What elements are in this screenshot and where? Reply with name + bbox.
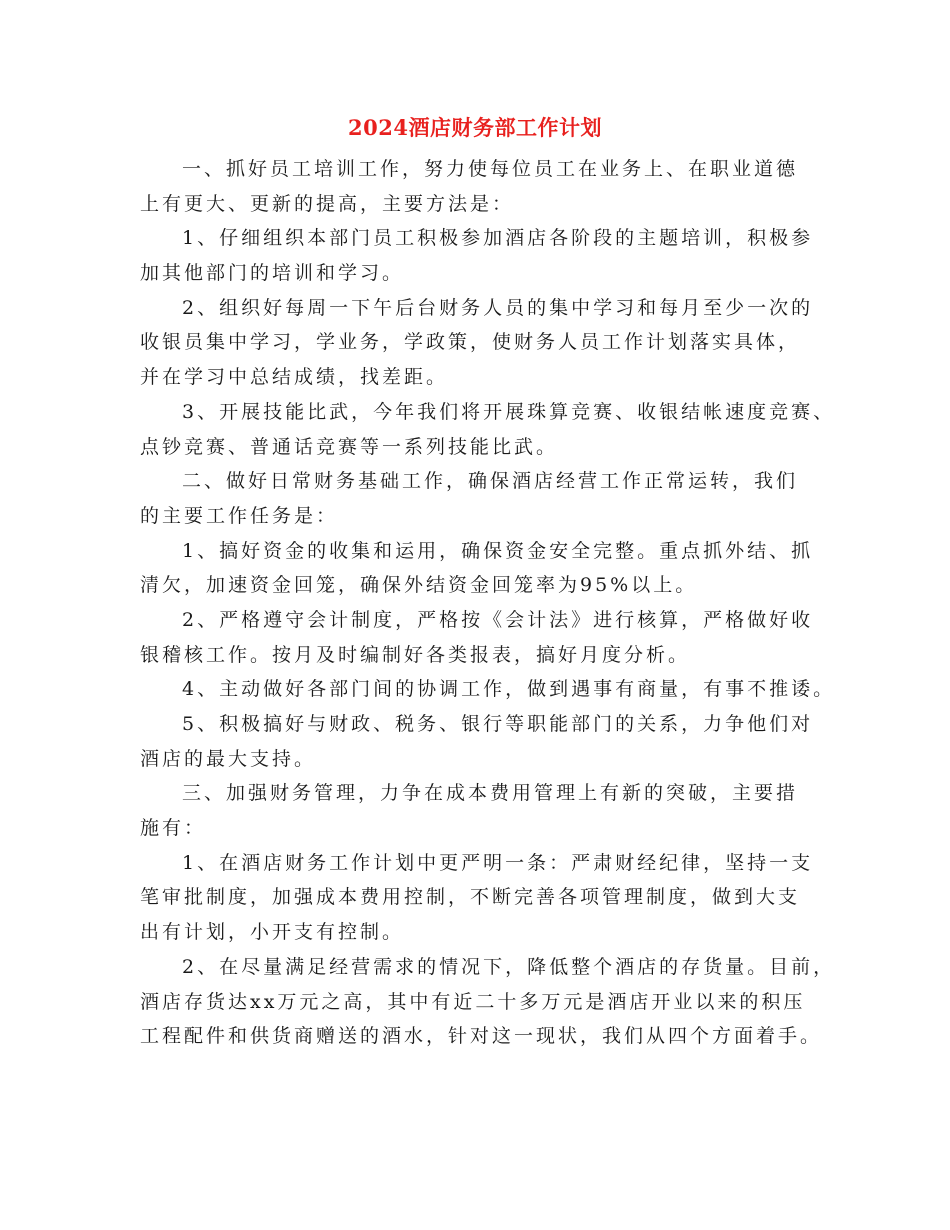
paragraph (140, 603, 830, 672)
paragraph (140, 291, 830, 395)
paragraph-line: 工程配件和供货商赠送的酒水，针对这一现状，我们从四个方面着手。 (140, 1025, 823, 1048)
paragraph-line: 1、仔细组织本部门员工积极参加酒店各阶段的主题培训，积极参 (182, 227, 814, 250)
paragraph (140, 464, 830, 533)
paragraph-line: 酒店存货达xx万元之高，其中有近二十多万元是酒店开业以来的积压 (140, 990, 806, 1013)
paragraph-line: 4、主动做好各部门间的协调工作，做到遇事有商量，有事不推诿。 (182, 678, 836, 701)
paragraph-line: 5、积极搞好与财政、税务、银行等职能部门的关系，力争他们对 (182, 713, 814, 735)
paragraph (140, 152, 830, 221)
paragraph-line: 出有计划，小开支有控制。 (140, 921, 405, 944)
paragraph-line: 施有： (140, 817, 207, 840)
paragraph-line: 一、抓好员工培训工作，努力使每位员工在业务上、在职业道德 (182, 158, 799, 180)
paragraph (140, 221, 830, 290)
paragraph (140, 846, 830, 950)
paragraph-line: 三、加强财务管理，力争在成本费用管理上有新的突破，主要措 (182, 782, 799, 805)
paragraph-line: 银稽核工作。按月及时编制好各类报表，搞好月度分析。 (140, 643, 691, 666)
paragraph-line: 2、在尽量满足经营需求的情况下，降低整个酒店的存货量。目前， (182, 955, 836, 978)
paragraph (140, 707, 830, 776)
paragraph-line: 点钞竞赛、普通话竞赛等一系列技能比武。 (140, 435, 559, 458)
paragraph (140, 395, 836, 464)
paragraph-line: 收银员集中学习，学业务，学政策，使财务人员工作计划落实具体， (140, 331, 801, 354)
paragraph-line: 的主要工作任务是： (140, 504, 339, 527)
paragraph (140, 534, 830, 603)
paragraph-line: 上有更大、更新的提高，主要方法是： (140, 192, 515, 215)
paragraph-line: 2、严格遵守会计制度，严格按《会计法》进行核算，严格做好收 (182, 608, 814, 631)
paragraph-line: 酒店的最大支持。 (140, 747, 317, 770)
paragraph-line: 笔审批制度，加强成本费用控制，不断完善各项管理制度，做到大支 (140, 886, 801, 909)
document-title: 2024酒店财务部工作计划 (348, 115, 602, 140)
paragraph-line: 1、搞好资金的收集和运用，确保资金安全完整。重点抓外结、抓 (182, 539, 814, 562)
paragraph (140, 950, 836, 1054)
document-body (140, 152, 836, 1054)
paragraph-line: 1、在酒店财务工作计划中更严明一条：严肃财经纪律，坚持一支 (182, 851, 814, 874)
paragraph-line: 并在学习中总结成绩，找差距。 (140, 366, 449, 389)
paragraph (140, 672, 836, 707)
paragraph-line: 3、开展技能比武，今年我们将开展珠算竞赛、收银结帐速度竞赛、 (182, 400, 836, 423)
paragraph-line: 加其他部门的培训和学习。 (140, 262, 405, 285)
paragraph-line: 二、做好日常财务基础工作，确保酒店经营工作正常运转，我们 (182, 470, 799, 493)
paragraph (140, 776, 830, 845)
paragraph-line: 2、组织好每周一下午后台财务人员的集中学习和每月至少一次的 (182, 296, 814, 319)
paragraph-line: 清欠，加速资金回笼，确保外结资金回笼率为95%以上。 (140, 574, 698, 597)
